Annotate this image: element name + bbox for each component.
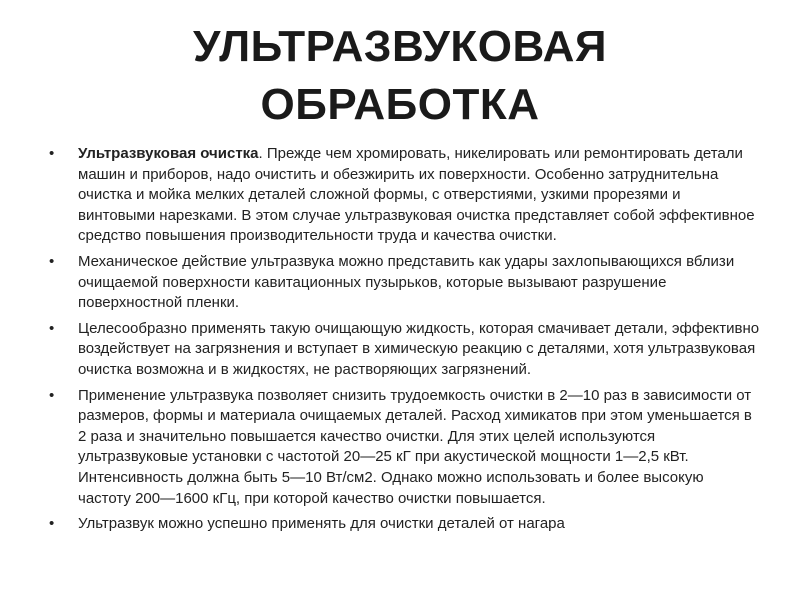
bullet-marker: • <box>49 252 55 270</box>
slide-title-line-1: УЛЬТРАЗВУКОВАЯ <box>193 22 607 71</box>
bullet-body-text: Целесообразно применять такую очищающую жидкость, которая смачивает детали, эффективно воздействует на загрязнения и вступает в химическую реакцию с деталями, хотя ультразвуковая очистка возможна и в жидкостях, не растворяющих загрязнений. <box>78 319 760 378</box>
slide-title <box>0 0 800 134</box>
bullet-marker: • <box>49 515 55 533</box>
bullet-item-3 <box>49 319 760 381</box>
bullet-item-2 <box>49 252 760 314</box>
bullet-marker: • <box>49 386 55 404</box>
bullet-item-1 <box>49 144 760 247</box>
bullet-body-text: Ультразвук можно успешно применять для очистки деталей от нагара <box>78 515 565 533</box>
bullet-marker: • <box>49 319 55 337</box>
bullet-body-text: . Прежде чем хромировать, никелировать или ремонтировать детали машин и приборов, надо очистить и обезжирить их поверхности. Особенно затруднительна очистка и мойка мелких деталей сложной формы, с отверстиями, узкими прорезями и винтовыми нарезками. В этом случае ультразвуковая очистка представляет собой эффективное средство повышения производительности труда и качества очистки. <box>78 145 755 245</box>
bullet-lead-text: Ультразвуковая очистка <box>78 145 259 162</box>
bullet-list <box>0 144 800 535</box>
bullet-item-5 <box>49 514 760 535</box>
bullet-item-4 <box>49 386 760 510</box>
bullet-body-text: Механическое действие ультразвука можно представить как удары захлопывающихся вблизи очищаемой поверхности кавитационных пузырьков, которые вызывают разрушение поверхностной пленки. <box>78 252 735 312</box>
bullet-marker: • <box>49 145 55 162</box>
slide-title-line-2: ОБРАБОТКА <box>260 80 540 129</box>
bullet-body-text: Применение ультразвука позволяет снизить трудоемкость очистки в 2—10 раз в зависимости от размеров, формы и материала очищаемых деталей. Расход химикатов при этом уменьшается в 2 раза и значительно повышается качество очистки. Для этих целей используются ультразвуковые установки с частотой 20—25 кГ при акустической мощности 1—2,5 кВт. Интенсивность должна быть 5—10 Вт/см2. Однако можно использовать и более высокую частоту 200—1600 кГц, при которой качество очистки повышается. <box>78 386 752 507</box>
